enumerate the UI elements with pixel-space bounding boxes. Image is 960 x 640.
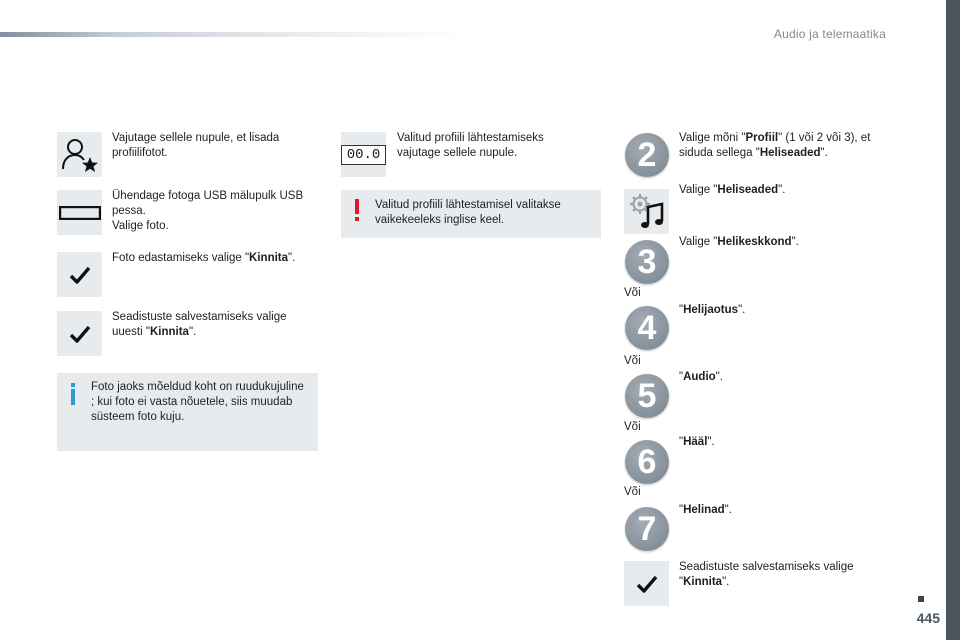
reset-display-icon — [341, 132, 386, 177]
or-label: Või — [624, 287, 641, 299]
select-environment-text: Valige "Helikeskkond". — [679, 236, 799, 248]
ringtones-text: "Helinad". — [679, 504, 732, 516]
step-number-badge: 6 — [625, 440, 669, 484]
or-label: Või — [624, 355, 641, 367]
info-note — [57, 373, 318, 451]
step-add-photo-text: Vajutage sellele nupule, et lisada profiilifotot. — [112, 132, 280, 159]
kinnita-label: Kinnita — [683, 576, 723, 588]
or-label: Või — [624, 486, 641, 498]
warning-note-text: Valitud profiili lähtestamisel valitakse vaikekeeleks inglise keel. — [375, 199, 561, 226]
step-confirm-photo-text: Foto edastamiseks valige "Kinnita". — [112, 252, 296, 264]
step-number-badge: 7 — [625, 507, 669, 551]
side-tab — [946, 0, 960, 640]
check-icon — [57, 311, 102, 356]
final-save-text: Seadistuste salvestamiseks valige "Kinnita". — [679, 561, 854, 588]
check-icon — [57, 252, 102, 297]
step-save-settings-text: Seadistuste salvestamiseks valige uuesti "Kinnita". — [112, 311, 287, 338]
reset-profile-text: Valitud profiili lähtestamiseks vajutage sellele nupule. — [397, 132, 544, 159]
select-settings-text: Valige "Heliseaded". — [679, 184, 786, 196]
kinnita-label: Kinnita — [149, 326, 189, 338]
sound-distribution-text: "Helijaotus". — [679, 304, 746, 316]
profile-star-icon — [57, 132, 102, 177]
warning-note — [341, 190, 601, 238]
voice-text: "Hääl". — [679, 436, 715, 448]
page-header-title: Audio ja telemaatika — [773, 27, 886, 41]
kinnita-label: Kinnita — [249, 252, 289, 264]
or-label: Või — [624, 421, 641, 433]
step-number-badge: 2 — [625, 133, 669, 177]
step-number-badge: 5 — [625, 374, 669, 418]
reset-display-value: 00.0 — [341, 145, 387, 165]
info-icon — [68, 383, 78, 405]
audio-text: "Audio". — [679, 371, 723, 383]
header-rule — [0, 32, 470, 37]
step-usb-text — [112, 189, 320, 234]
page-number: 445 — [916, 610, 940, 626]
page-dot — [918, 596, 924, 602]
usb-slot-icon — [57, 190, 102, 235]
select-profile-text: Valige mõni "Profiil" (1 või 2 või 3), et siduda sellega "Heliseaded". — [679, 132, 871, 159]
step-number-badge: 3 — [625, 240, 669, 284]
step-usb-line1: Ühendage fotoga USB mälupulk USB pessa. — [112, 190, 304, 217]
warning-icon — [353, 199, 361, 221]
check-icon — [624, 561, 669, 606]
gear-music-icon — [624, 189, 669, 234]
info-note-text: Foto jaoks mõeldud koht on ruudukujuline ; kui foto ei vasta nõuetele, siis muudab süsteem foto kuju. — [91, 381, 304, 423]
step-number-badge: 4 — [625, 306, 669, 350]
step-usb-line2: Valige foto. — [112, 220, 169, 232]
